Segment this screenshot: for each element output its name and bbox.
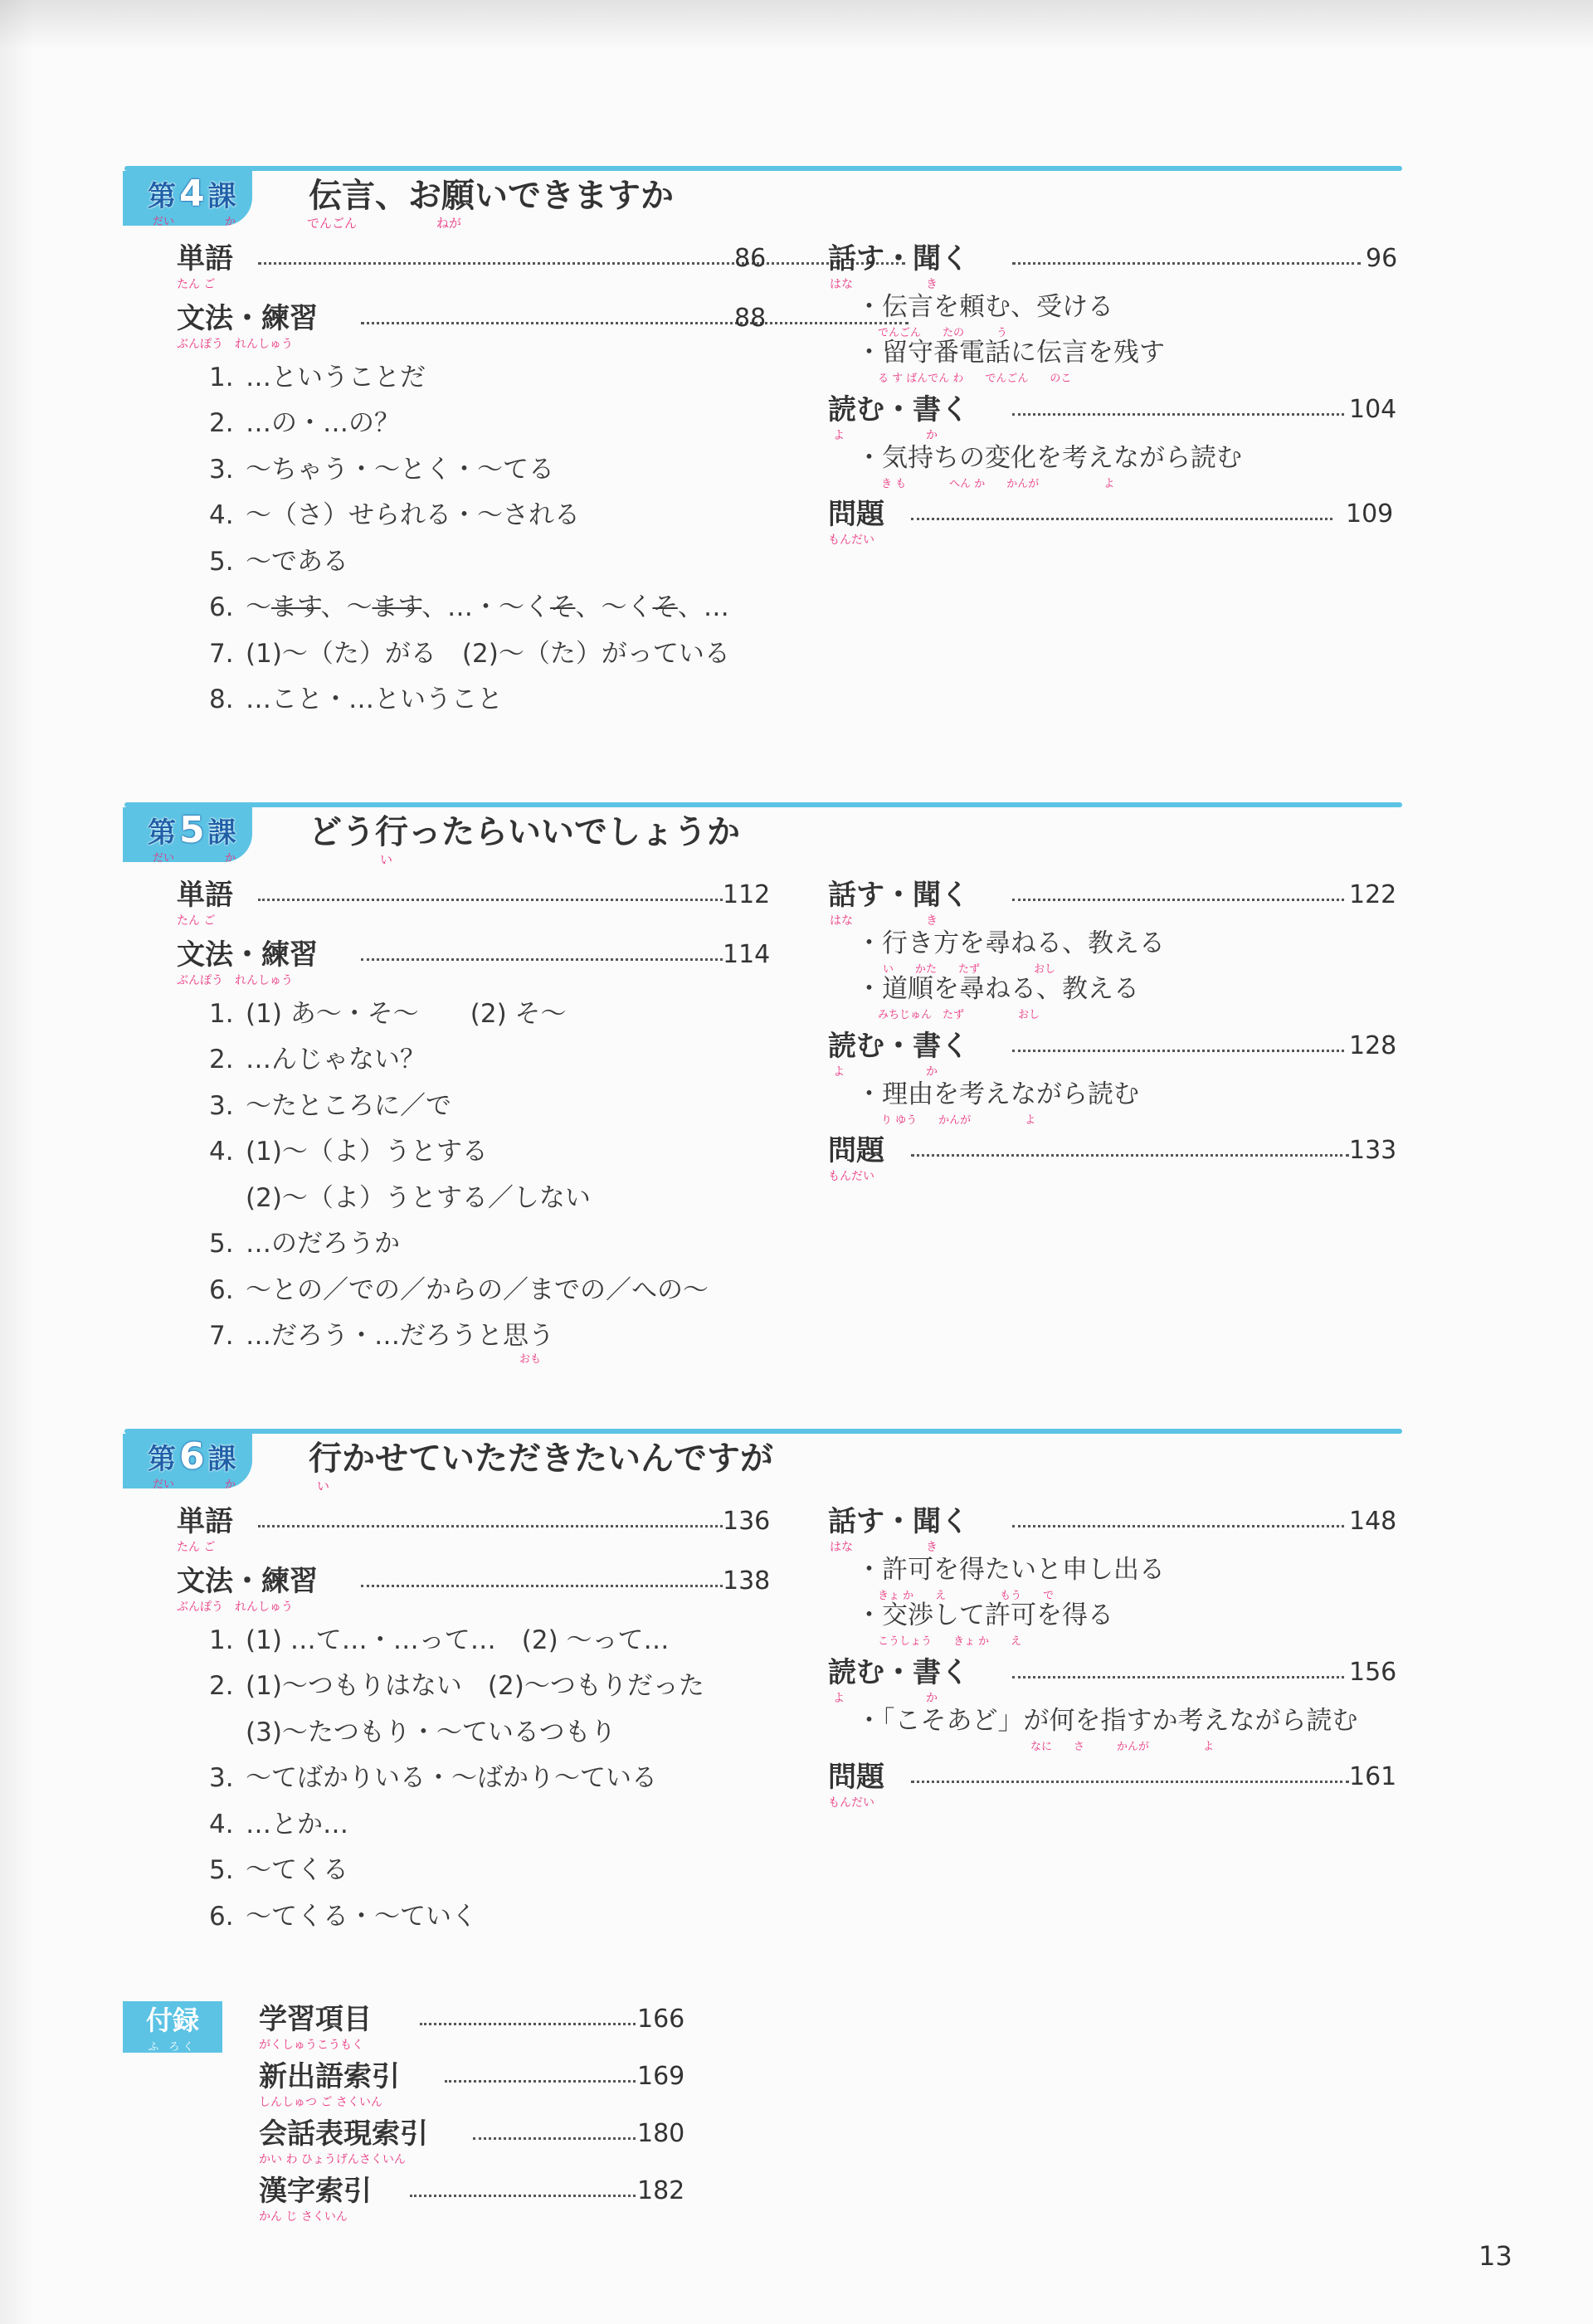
lesson-badge: 第5 課 だい か [123, 807, 252, 862]
toc-entry-tango[interactable]: 単語 たん ご 86 [177, 241, 766, 282]
header-rule [124, 166, 1402, 171]
toc-entry-tango[interactable]: 単語 たん ご 136 [177, 1505, 771, 1554]
lesson-title: どう行ったらいいでしょうか [309, 813, 740, 851]
title-ruby: い [317, 1479, 330, 1493]
skill-item[interactable]: ・道順を尋ねる、教える [856, 974, 1139, 1004]
grammar-item[interactable]: 1. …ということだ [209, 363, 426, 392]
grammar-item[interactable]: 6. ～てくる・～ていく [209, 1902, 477, 1932]
title-ruby: ねが [436, 216, 462, 231]
skill-item[interactable]: ・許可を得たいと申し出る [856, 1555, 1165, 1585]
grammar-item[interactable]: 2. …んじゃない？ [209, 1045, 426, 1074]
scan-shadow [0, 0, 1593, 50]
grammar-item[interactable]: 6. ～ます、～ます、…・～くそ、～くそ、… [209, 592, 729, 622]
toc-entry-yomu[interactable]: 読む・書く よ か 128 [828, 1030, 1397, 1079]
grammar-item[interactable]: (3)～たつもり・～ているつもり [246, 1717, 616, 1747]
lesson-5: 第5 課 だい か どう行ったらいいでしょうか い 単語 たん ご 112 文法・練習 ぶんぽう れんしゅう 114 1. (1) あ～・そ～ (2) そ～ 2. …んじゃない？ 3. ～たところに／で 4. (1)～（よ）うとする (2)～（よ）うとする／しない 5. …のだろうか 6. ～との／での／からの／までの／への～ 7. …だろう・…だろうと思う おも 話す・聞く はな き 122 ・行き方を尋ねる、教える い かた たず おし ・道順を尋ねる、教える みちじゅん たず おし 読む・書く よ か 128 ・理由を考えながら読む り ゆう かんが よ 問題 もんだい 133 [0, 802, 1593, 1383]
toc-entry-tango[interactable]: 単語 たん ご 112 [177, 879, 771, 928]
toc-entry-hanasu[interactable]: 話す・聞く はな き 148 [828, 1505, 1397, 1554]
toc-entry-appendix[interactable]: 新出語索引 しんしゅつ ご さくいん 169 [259, 2060, 685, 2109]
toc-entry-mondai[interactable]: 問題 もんだい 109 [828, 498, 1394, 547]
page-number: 13 [1479, 2240, 1513, 2272]
lesson-header [0, 1429, 1593, 1503]
toc-entry-yomu[interactable]: 読む・書く よ か 156 [828, 1656, 1397, 1705]
grammar-item[interactable]: 4. ～（さ）せられる・～される [209, 500, 580, 530]
title-ruby: でんごん [307, 216, 358, 231]
lesson-4: 第4 課 だい か 伝言、お願いできますか でんごん ねが 単語 たん ご 86 文法・練習 ぶんぽう れんしゅう 88 1. …ということだ 2. …の・…の？ 3. ～ちゃう・～とく・～てる 4. ～（さ）せられる・～される 5. ～である 6. ～ます、～ます、…・～くそ、～くそ、… 7. (1)～（た）がる (2)～（た）がっている 8. …こと・…ということ 話す・聞く はな き 96 ・伝言を頼む、受ける でんごん たの う ・留守番電話に伝言を残す る す ばんでん わ でんごん のこ 読む・書く よ か 104 ・気持ちの変化を考えながら読む き も へん か かんが よ 問題 もんだい 109 [0, 166, 1593, 738]
grammar-item[interactable]: (2)～（よ）うとする／しない [246, 1183, 591, 1213]
lesson-number: 6 [179, 1435, 205, 1478]
toc-entry-appendix[interactable]: 漢字索引 かん じ さくいん 182 [259, 2175, 685, 2224]
grammar-item[interactable]: 2. …の・…の？ [209, 408, 400, 438]
lesson-badge: 第6 課 だい か [123, 1434, 252, 1488]
lesson-number: 4 [179, 173, 205, 215]
toc-entry-bunpo[interactable]: 文法・練習 ぶんぽう れんしゅう 114 [177, 938, 771, 987]
header-rule [124, 1429, 1402, 1434]
skill-item[interactable]: ・行き方を尋ねる、教える [856, 928, 1165, 958]
toc-entry-appendix[interactable]: 会話表現索引 かい わ ひょうげんさくいん 180 [259, 2117, 685, 2166]
toc-entry-bunpo[interactable]: 文法・練習 ぶんぽう れんしゅう 138 [177, 1565, 771, 1614]
skill-item[interactable]: ・気持ちの変化を考えながら読む [856, 443, 1242, 473]
grammar-item[interactable]: 1. (1) あ～・そ～ (2) そ～ [209, 999, 567, 1029]
lesson-header [0, 802, 1593, 877]
skill-item[interactable]: ・交渉して許可を得る [856, 1600, 1113, 1630]
grammar-item[interactable]: 2. (1)～つもりはない (2)～つもりだった [209, 1671, 704, 1701]
grammar-item[interactable]: 8. …こと・…ということ [209, 685, 503, 714]
appendix-badge: 付録 ふ ろく [123, 2001, 222, 2053]
grammar-item[interactable]: 7. …だろう・…だろうと思う [209, 1321, 554, 1351]
lesson-badge: 第4 課 だい か [123, 171, 252, 226]
grammar-item[interactable]: 5. ～である [209, 547, 348, 577]
toc-entry-yomu[interactable]: 読む・書く よ か 104 [828, 393, 1397, 442]
grammar-item[interactable]: 3. ～てばかりいる・～ばかり～ている [209, 1763, 657, 1793]
toc-entry-mondai[interactable]: 問題 もんだい 161 [828, 1761, 1397, 1810]
lesson-header [0, 166, 1593, 241]
grammar-item[interactable]: 4. (1)～（よ）うとする [209, 1137, 488, 1167]
grammar-item[interactable]: 3. ～たところに／で [209, 1091, 451, 1121]
grammar-item[interactable]: 5. ～てくる [209, 1855, 348, 1885]
toc-entry-appendix[interactable]: 学習項目 がくしゅうこうもく 166 [259, 2003, 685, 2052]
grammar-item[interactable]: 3. ～ちゃう・～とく・～てる [209, 455, 554, 485]
toc-entry-hanasu[interactable]: 話す・聞く はな き 122 [828, 879, 1397, 928]
lesson-title: 伝言、お願いできますか [309, 177, 674, 215]
toc-entry-hanasu[interactable]: 話す・聞く はな き 96 [828, 242, 1398, 291]
toc-entry-mondai[interactable]: 問題 もんだい 133 [828, 1134, 1397, 1183]
header-rule [124, 802, 1402, 807]
skill-item[interactable]: ・「こそあど」が何を指すか考えながら読む [856, 1706, 1358, 1736]
grammar-item[interactable]: 1. (1) …て…・…って… (2) ～って… [209, 1625, 670, 1655]
skill-item[interactable]: ・留守番電話に伝言を残す [856, 338, 1165, 368]
lesson-6: 第6 課 だい か 行かせていただきたいんですが い 単語 たん ご 136 文法・練習 ぶんぽう れんしゅう 138 1. (1) …て…・…って… (2) ～って… 2. (1)～つもりはない (2)～つもりだった (3)～たつもり・～ているつもり 3. ～てばかりいる・～ばかり～ている 4. …とか… 5. ～てくる 6. ～てくる・～ていく 話す・聞く はな き 148 ・許可を得たいと申し出る きょ か え もう で ・交渉して許可を得る こうしょう きょ か え 読む・書く よ か 156 ・「こそあど」が何を指すか考えながら読む なに さ かんが よ 問題 もんだい 161 [0, 1429, 1593, 1943]
grammar-item[interactable]: 7. (1)～（た）がる (2)～（た）がっている [209, 639, 730, 669]
lesson-title: 行かせていただきたいんですが [309, 1440, 773, 1478]
lesson-number: 5 [179, 809, 205, 851]
toc-entry-bunpo[interactable]: 文法・練習 ぶんぽう れんしゅう 88 [177, 300, 766, 342]
grammar-item[interactable]: 5. …のだろうか [209, 1229, 400, 1259]
skill-item[interactable]: ・伝言を頼む、受ける [856, 292, 1113, 322]
skill-item[interactable]: ・理由を考えながら読む [856, 1079, 1139, 1109]
grammar-item[interactable]: 6. ～との／での／からの／までの／への～ [209, 1275, 709, 1305]
grammar-item[interactable]: 4. …とか… [209, 1810, 348, 1839]
title-ruby: い [380, 852, 393, 867]
